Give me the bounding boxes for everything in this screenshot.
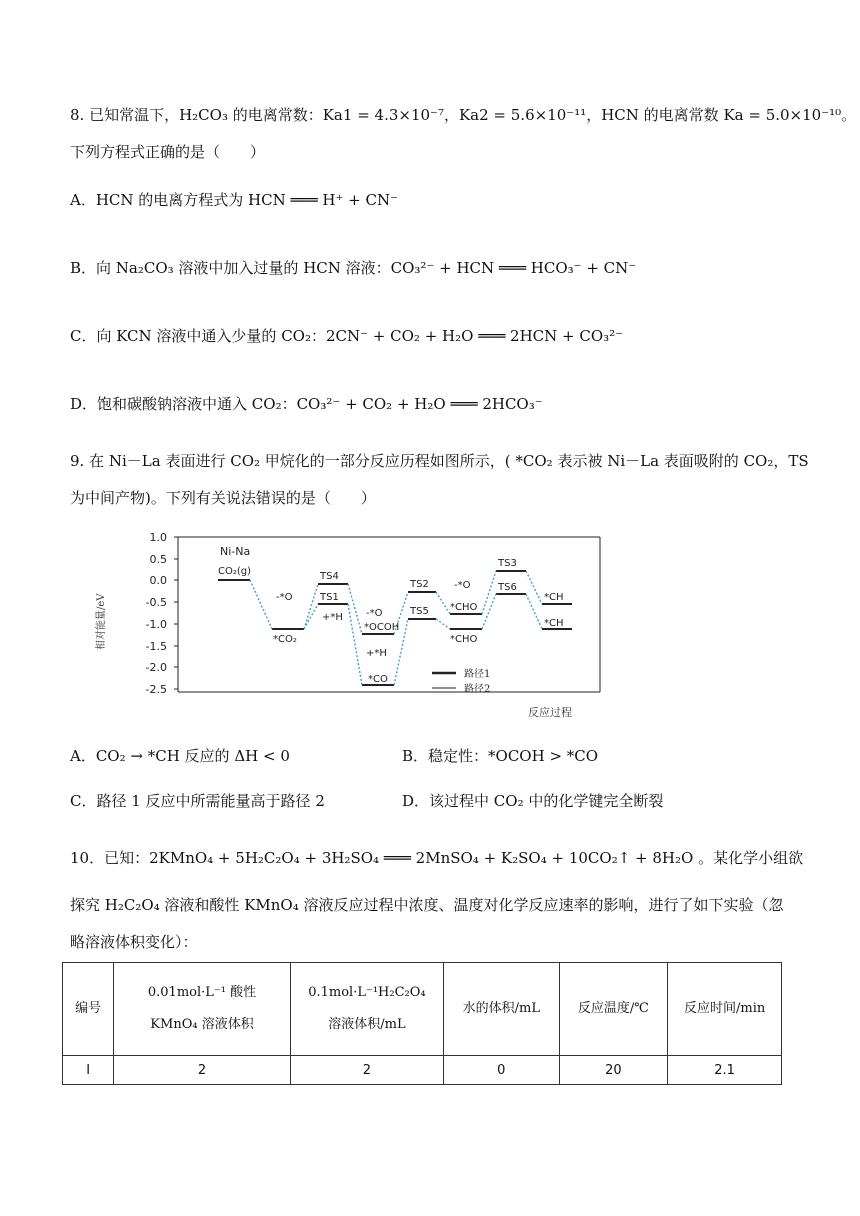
y-tick-label: -2.5	[145, 683, 167, 696]
label-ch1: *CH	[544, 592, 564, 603]
col-header-water: 水的体积/mL	[444, 963, 559, 1056]
q10-stem-line1: 10．已知：2KMnO₄ + 5H₂C₂O₄ + 3H₂SO₄ ═══ 2MnSO₄ + K₂SO₄ + 10CO₂↑ + 8H₂O 。某化学小组欲	[70, 849, 804, 867]
label-ts5: TS5	[410, 606, 429, 617]
y-tick-label: 1.0	[149, 531, 167, 544]
q10-stem-line2: 探究 H₂C₂O₄ 溶液和酸性 KMnO₄ 溶液反应过程中浓度、温度对化学反应速率的影响，进行了如下实验（忽	[70, 896, 784, 914]
q9-option-d: D．该过程中 CO₂ 中的化学键完全断裂	[402, 792, 664, 810]
table-cell: 2	[290, 1056, 443, 1085]
q9-stem-line1: 9. 在 Ni－La 表面进行 CO₂ 甲烷化的一部分反应历程如图所示，( *CO₂ 表示被 Ni－La 表面吸附的 CO₂，TS	[70, 452, 809, 470]
y-tick-label: -1.5	[145, 640, 167, 653]
label-cho2: *CHO	[450, 634, 478, 645]
q8-stem-line1: 8. 已知常温下，H₂CO₃ 的电离常数：Ka1 = 4.3×10⁻⁷，Ka2 = 5.6×10⁻¹¹，HCN 的电离常数 Ka = 5.0×10⁻¹⁰。	[70, 106, 857, 124]
col-header-h2c2o4-line1: 0.1mol·L⁻¹H₂C₂O₄	[308, 985, 426, 1000]
col-header-temperature: 反应温度/℃	[559, 963, 668, 1056]
y-tick-label: 0.5	[149, 553, 167, 566]
col-header-kmno4-line2: KMnO₄ 溶液体积	[150, 1017, 254, 1032]
col-header-time: 反应时间/min	[668, 963, 782, 1056]
table-cell: 2	[114, 1056, 290, 1085]
diagram-title: Ni-Na	[220, 545, 251, 558]
table-row	[63, 1056, 782, 1085]
label-cho1: *CHO	[450, 602, 478, 613]
y-tick-label: 0.0	[149, 574, 167, 587]
q8-option-d: D．饱和碳酸钠溶液中通入 CO₂：CO₃²⁻ + CO₂ + H₂O ═══ 2HCO₃⁻	[70, 395, 543, 413]
table-cell: 2.1	[668, 1056, 782, 1085]
step-label: -*O	[276, 592, 293, 603]
label-ts3: TS3	[498, 558, 517, 569]
table-cell: 0	[444, 1056, 559, 1085]
col-header-h2c2o4	[290, 963, 443, 1056]
q9-stem-line2: 为中间产物)。下列有关说法错误的是（ ）	[70, 489, 376, 507]
label-ts2: TS2	[410, 579, 429, 590]
step-label: -*O	[454, 580, 471, 591]
legend-path1-label: 路径1	[464, 669, 491, 680]
q8-option-a: A．HCN 的电离方程式为 HCN ═══ H⁺ + CN⁻	[70, 191, 398, 209]
label-ts4: TS4	[320, 571, 339, 582]
table-cell: 20	[559, 1056, 668, 1085]
y-tick-label: -1.0	[145, 618, 167, 631]
step-label: +*H	[366, 648, 387, 659]
q8-stem-line2: 下列方程式正确的是（ ）	[70, 143, 266, 161]
label-ocoh: *OCOH	[364, 622, 400, 633]
col-header-kmno4-line1: 0.01mol·L⁻¹ 酸性	[147, 985, 257, 1000]
col-header-kmno4	[114, 963, 290, 1056]
col-header-number: 编号	[63, 963, 114, 1056]
step-label: +*H	[322, 612, 343, 623]
label-ts1: TS1	[320, 592, 339, 603]
label-ts6: TS6	[498, 582, 517, 593]
label-ch2: *CH	[544, 618, 564, 629]
label-co: *CO	[368, 674, 388, 685]
table-header-row	[63, 963, 782, 1056]
step-label: -*O	[366, 608, 383, 619]
reaction-energy-diagram	[90, 522, 620, 722]
y-axis-label: 相对能量/eV	[96, 593, 107, 650]
x-axis-label: 反应过程	[528, 706, 572, 719]
q9-option-c: C．路径 1 反应中所需能量高于路径 2	[70, 792, 325, 810]
q10-stem-line3: 略溶液体积变化）：	[70, 933, 198, 951]
q8-option-c: C．向 KCN 溶液中通入少量的 CO₂：2CN⁻ + CO₂ + H₂O ═══ 2HCN + CO₃²⁻	[70, 327, 624, 345]
table-cell: Ⅰ	[63, 1056, 114, 1085]
q9-option-b: B．稳定性：*OCOH > *CO	[402, 747, 599, 765]
legend-path2-label: 路径2	[464, 684, 491, 695]
y-tick-label: -0.5	[145, 596, 167, 609]
q9-option-a: A．CO₂ → *CH 反应的 ΔH < 0	[70, 747, 290, 765]
experiment-table	[62, 962, 782, 1085]
label-co2g: CO₂(g)	[218, 566, 252, 577]
y-tick-label: -2.0	[145, 661, 167, 674]
col-header-h2c2o4-line2: 溶液体积/mL	[328, 1017, 406, 1032]
label-co2ads: *CO₂	[273, 634, 297, 645]
q8-option-b: B．向 Na₂CO₃ 溶液中加入过量的 HCN 溶液：CO₃²⁻ + HCN ═══ HCO₃⁻ + CN⁻	[70, 259, 637, 277]
